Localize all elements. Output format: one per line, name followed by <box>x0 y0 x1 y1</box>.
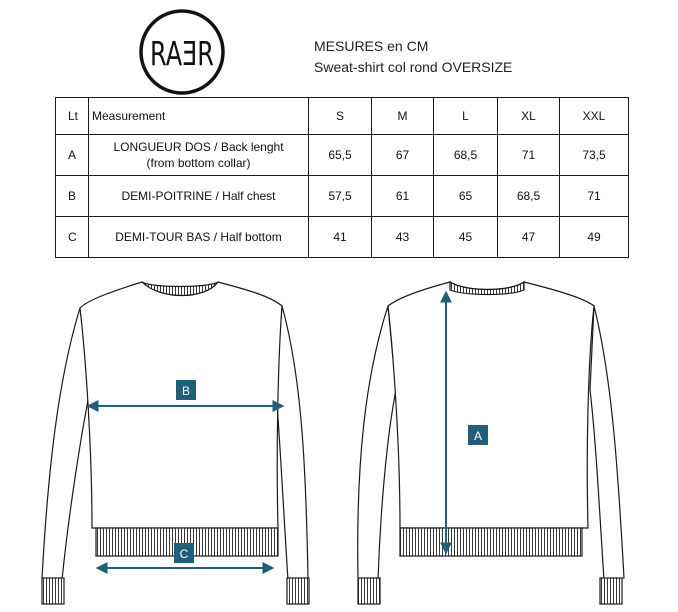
title-line-2: Sweat-shirt col rond OVERSIZE <box>314 59 513 75</box>
page-title <box>314 36 512 78</box>
cell-value: 68,5 <box>498 176 560 217</box>
badge-c-label: C <box>179 547 189 561</box>
brand-logo <box>138 8 226 96</box>
cell-value: 65,5 <box>309 135 372 176</box>
cell-value: 45 <box>434 217 498 258</box>
cell-value: 47 <box>498 217 560 258</box>
header-measurement: Measurement <box>89 98 309 135</box>
table-header-row <box>56 98 629 135</box>
badge-a-label: A <box>473 429 483 443</box>
table-row-back-length <box>56 135 629 176</box>
cell-value: 68,5 <box>434 135 498 176</box>
row-letter: C <box>56 217 89 258</box>
cell-value: 71 <box>498 135 560 176</box>
back-view <box>358 282 624 604</box>
header-size-xxl: XXL <box>560 98 629 135</box>
row-label-text: DEMI-TOUR BAS / Half bottom <box>115 230 282 244</box>
back-right-sleeve <box>590 306 624 580</box>
header-size-xl: XL <box>498 98 560 135</box>
logo-text: RAƎR <box>150 34 214 73</box>
row-label-text: LONGUEUR DOS / Back lenght (from bottom collar) <box>113 140 284 170</box>
badge-c <box>174 543 194 563</box>
cell-value: 67 <box>372 135 434 176</box>
row-label <box>89 135 309 176</box>
front-left-sleeve <box>42 308 90 580</box>
table-row-half-bottom <box>56 217 629 258</box>
sweatshirt-diagram <box>0 265 678 612</box>
back-right-cuff <box>600 578 622 604</box>
title-line-1: MESURES en CM <box>314 38 429 54</box>
row-label <box>89 217 309 258</box>
front-right-sleeve <box>276 306 308 580</box>
cell-value: 61 <box>372 176 434 217</box>
row-label <box>89 176 309 217</box>
row-letter: A <box>56 135 89 176</box>
row-label-text: DEMI-POITRINE / Half chest <box>121 189 276 203</box>
cell-value: 49 <box>560 217 629 258</box>
size-table <box>55 97 629 258</box>
header-lt: Lt <box>56 98 89 135</box>
table-row-half-chest <box>56 176 629 217</box>
header-size-l: L <box>434 98 498 135</box>
header-size-m: M <box>372 98 434 135</box>
cell-value: 65 <box>434 176 498 217</box>
header-size-s: S <box>309 98 372 135</box>
cell-value: 41 <box>309 217 372 258</box>
back-left-sleeve <box>358 306 396 580</box>
front-right-cuff <box>287 578 309 604</box>
cell-value: 57,5 <box>309 176 372 217</box>
row-letter: B <box>56 176 89 217</box>
cell-value: 71 <box>560 176 629 217</box>
badge-a <box>468 425 488 445</box>
badge-b <box>176 380 196 400</box>
front-left-cuff <box>42 578 64 604</box>
back-hem-rib <box>400 528 582 556</box>
cell-value: 43 <box>372 217 434 258</box>
back-body <box>388 282 594 528</box>
badge-b-label: B <box>181 384 191 398</box>
back-left-cuff <box>358 578 380 604</box>
back-collar-rib <box>450 282 524 295</box>
cell-value: 73,5 <box>560 135 629 176</box>
